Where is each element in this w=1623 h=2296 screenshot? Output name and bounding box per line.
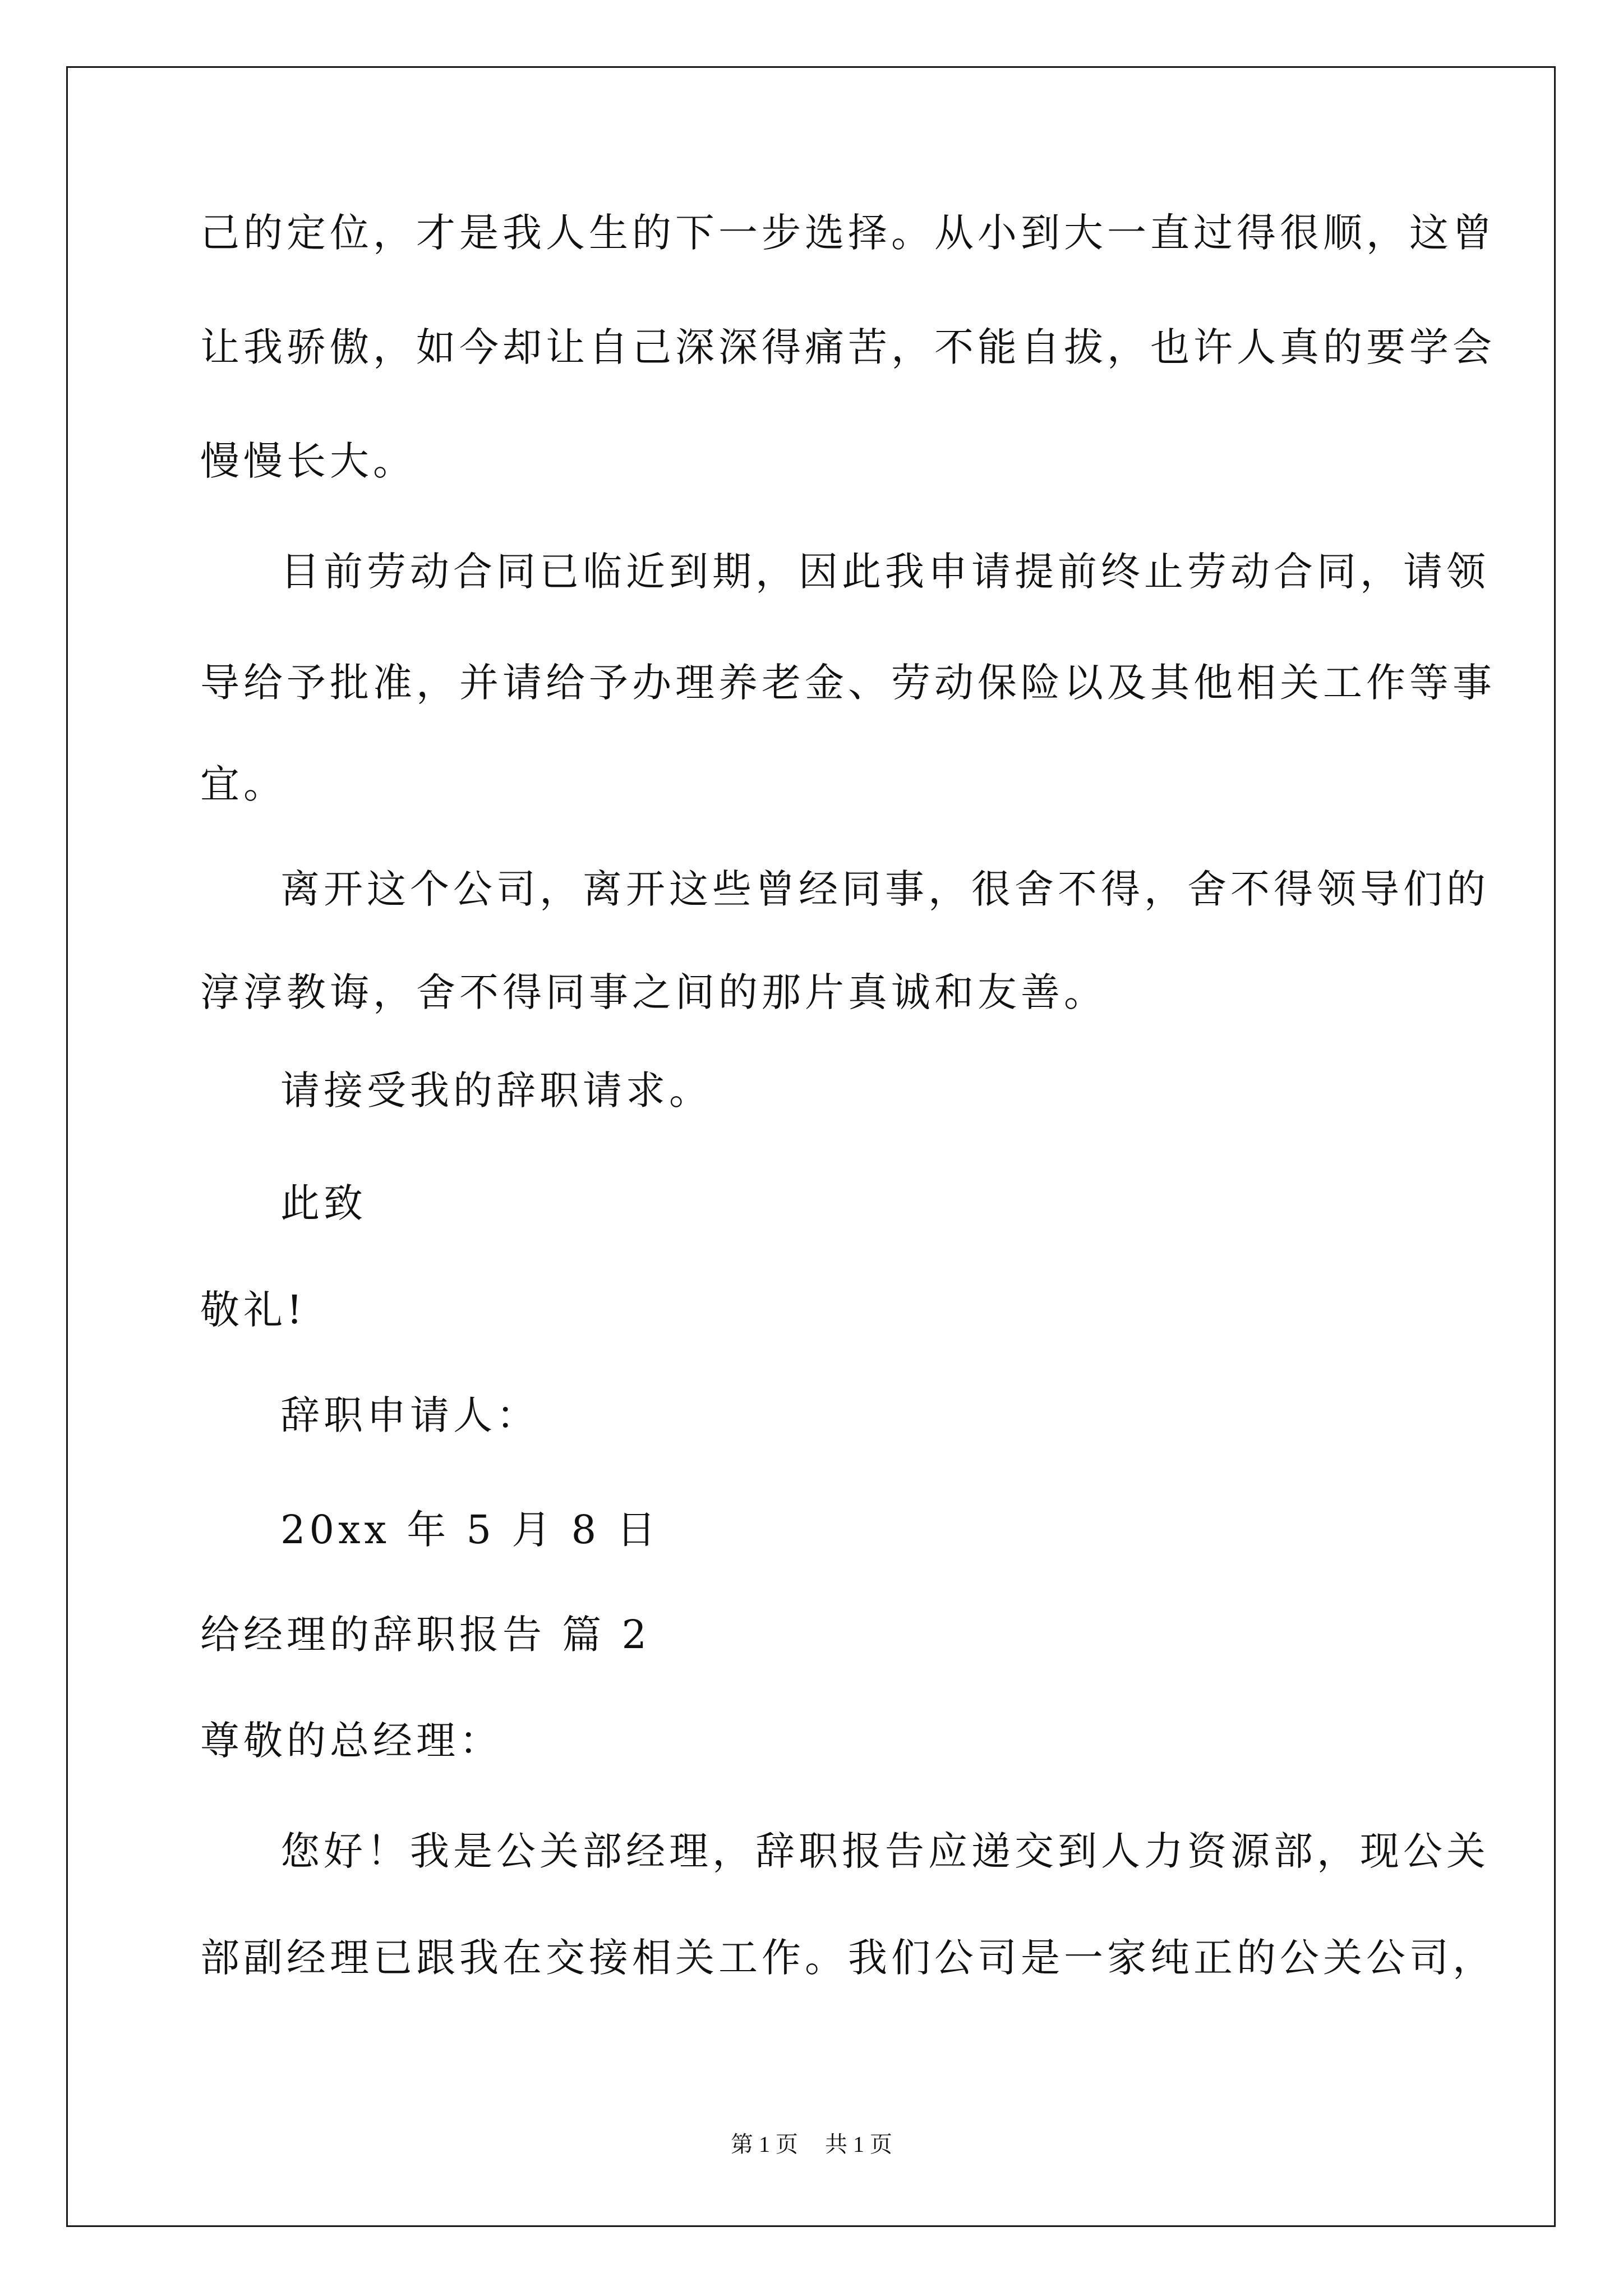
greeting: 尊敬的总经理： [200,1718,502,1764]
text-line: 慢慢长大。 [200,438,416,484]
text-line: 部副经理已跟我在交接相关工作。我们公司是一家纯正的公关公司， [200,1935,1496,1981]
signature-label: 辞职申请人： [280,1392,540,1438]
text-line: 己的定位，才是我人生的下一步选择。从小到大一直过得很顺，这曾 [200,210,1496,256]
paragraph-start: 请接受我的辞职请求。 [280,1068,712,1114]
text-line: 导给予批准，并请给予办理养老金、劳动保险以及其他相关工作等事 [200,660,1496,706]
paragraph-start: 离开这个公司，离开这些曾经同事，很舍不得，舍不得领导们的 [280,866,1490,912]
page-footer [0,2131,1623,2159]
text-line: 淳淳教诲，舍不得同事之间的那片真诚和友善。 [200,969,1107,1015]
page-number: 第 1 页 [731,2132,798,2157]
text-line: 宜。 [200,761,287,807]
date-line: 20xx 年 5 月 8 日 [280,1507,660,1553]
closing-salutation: 此致 [280,1180,367,1226]
text-line: 让我骄傲，如今却让自己深深得痛苦，不能自拔，也许人真的要学会 [200,324,1496,370]
page-border [66,66,1556,2227]
paragraph-start: 目前劳动合同已临近到期，因此我申请提前终止劳动合同，请领 [280,549,1490,595]
paragraph-start: 您好！我是公关部经理，辞职报告应递交到人力资源部，现公关 [280,1828,1490,1874]
closing-regards: 敬礼! [200,1287,307,1333]
section-heading: 给经理的辞职报告 篇 2 [200,1612,651,1658]
page-total: 共 1 页 [825,2132,892,2157]
